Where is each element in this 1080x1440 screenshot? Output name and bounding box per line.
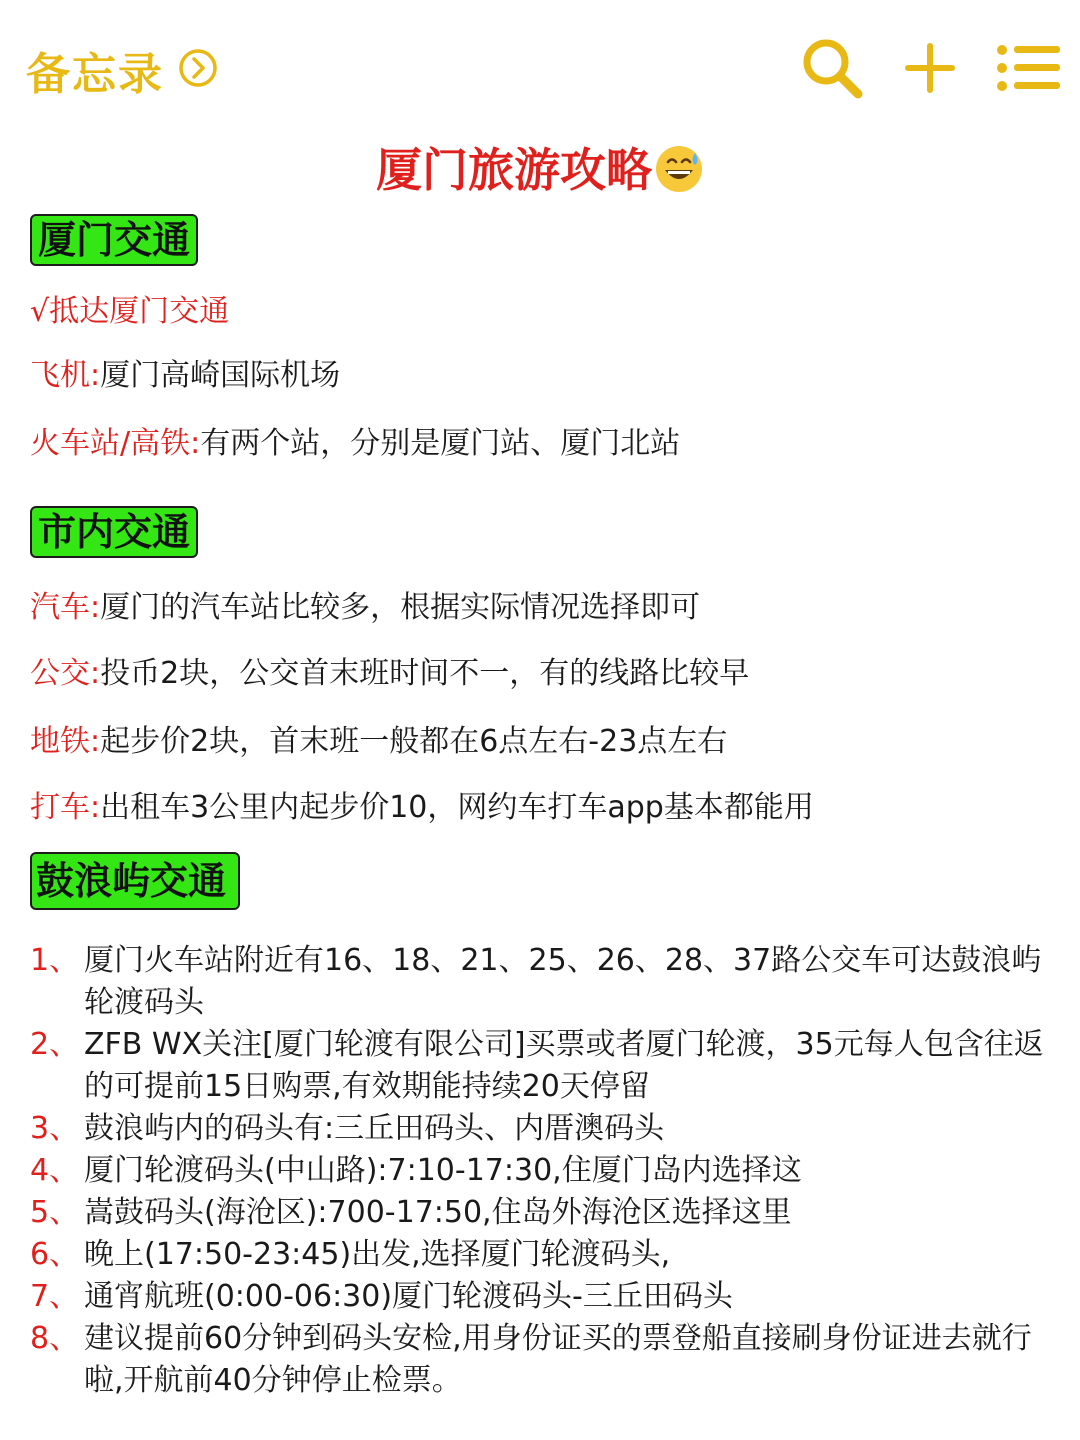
note-title	[0, 134, 1080, 200]
section-heading-gulangyu-transport: 鼓浪屿交通	[30, 852, 240, 910]
list-item	[30, 1108, 1050, 1150]
info-text: 起步价2块，首末班一般都在6点左右-23点左右	[100, 724, 728, 759]
notes-back-title[interactable]: 备忘录	[26, 49, 164, 100]
info-label: 飞机:	[30, 358, 101, 393]
info-text: 有两个站，分别是厦门站、厦门北站	[200, 426, 681, 461]
top-bar	[0, 0, 1080, 130]
list-item	[30, 1276, 1050, 1318]
list-text: 通宵航班(0:00-06:30)厦门轮渡码头-三丘田码头	[84, 1279, 733, 1314]
chevron-right-circle-icon[interactable]	[178, 48, 218, 88]
info-line-metro	[30, 716, 727, 760]
list-item	[30, 1150, 1050, 1192]
list-number: 7、	[30, 1279, 80, 1314]
list-number: 3、	[30, 1111, 80, 1146]
search-icon[interactable]	[800, 36, 864, 100]
info-text: 厦门高崎国际机场	[100, 358, 341, 393]
list-number: 6、	[30, 1237, 80, 1272]
info-line-bus-station	[30, 582, 700, 626]
info-line-train	[30, 418, 680, 462]
info-label: 地铁:	[30, 724, 101, 759]
list-number: 1、	[30, 943, 80, 978]
info-line-plane	[30, 350, 340, 394]
list-text: 厦门轮渡码头(中山路):7:10-17:30,住厦门岛内选择这	[84, 1153, 802, 1188]
info-label: 公交:	[30, 656, 101, 691]
list-number: 8、	[30, 1321, 80, 1356]
info-label: 打车:	[30, 790, 101, 825]
info-line-taxi	[30, 782, 814, 826]
list-item	[30, 940, 1050, 1024]
list-item	[30, 1318, 1050, 1402]
section-heading-city-transport: 市内交通	[30, 506, 198, 558]
plus-icon[interactable]	[904, 42, 956, 94]
section-subtitle: √抵达厦门交通	[30, 294, 230, 329]
gulangyu-list	[30, 940, 1050, 1402]
info-label: 火车站/高铁:	[30, 426, 201, 461]
grinning-sweat-emoji-icon	[654, 144, 704, 194]
list-number: 5、	[30, 1195, 80, 1230]
list-item	[30, 1234, 1050, 1276]
list-item	[30, 1192, 1050, 1234]
list-number: 4、	[30, 1153, 80, 1188]
info-line-bus	[30, 648, 749, 692]
list-text: 鼓浪屿内的码头有:三丘田码头、内厝澳码头	[84, 1111, 665, 1146]
list-text: 晚上(17:50-23:45)出发,选择厦门轮渡码头,	[84, 1237, 671, 1272]
info-text: 投币2块，公交首末班时间不一，有的线路比较早	[100, 656, 750, 691]
section-heading-xiamen-transport: 厦门交通	[30, 214, 198, 266]
info-text: 出租车3公里内起步价10，网约车打车app基本都能用	[100, 790, 814, 825]
note-title-text: 厦门旅游攻略	[376, 143, 652, 197]
info-text: 厦门的汽车站比较多，根据实际情况选择即可	[100, 590, 701, 625]
list-number: 2、	[30, 1027, 80, 1062]
list-text: 厦门火车站附近有16、18、21、25、26、28、37路公交车可达鼓浪屿轮渡码头	[84, 943, 1042, 1020]
info-label: 汽车:	[30, 590, 101, 625]
list-text: 嵩鼓码头(海沧区):700-17:50,住岛外海沧区选择这里	[84, 1195, 792, 1230]
list-text: 建议提前60分钟到码头安检,用身份证买的票登船直接刷身份证进去就行啦,开航前40分钟停止检票。	[84, 1321, 1032, 1398]
list-icon[interactable]	[996, 44, 1062, 92]
list-item	[30, 1024, 1050, 1108]
list-text: ZFB WX关注[厦门轮渡有限公司]买票或者厦门轮渡，35元每人包含往返的可提前15日购票,有效期能持续20天停留	[84, 1027, 1044, 1104]
